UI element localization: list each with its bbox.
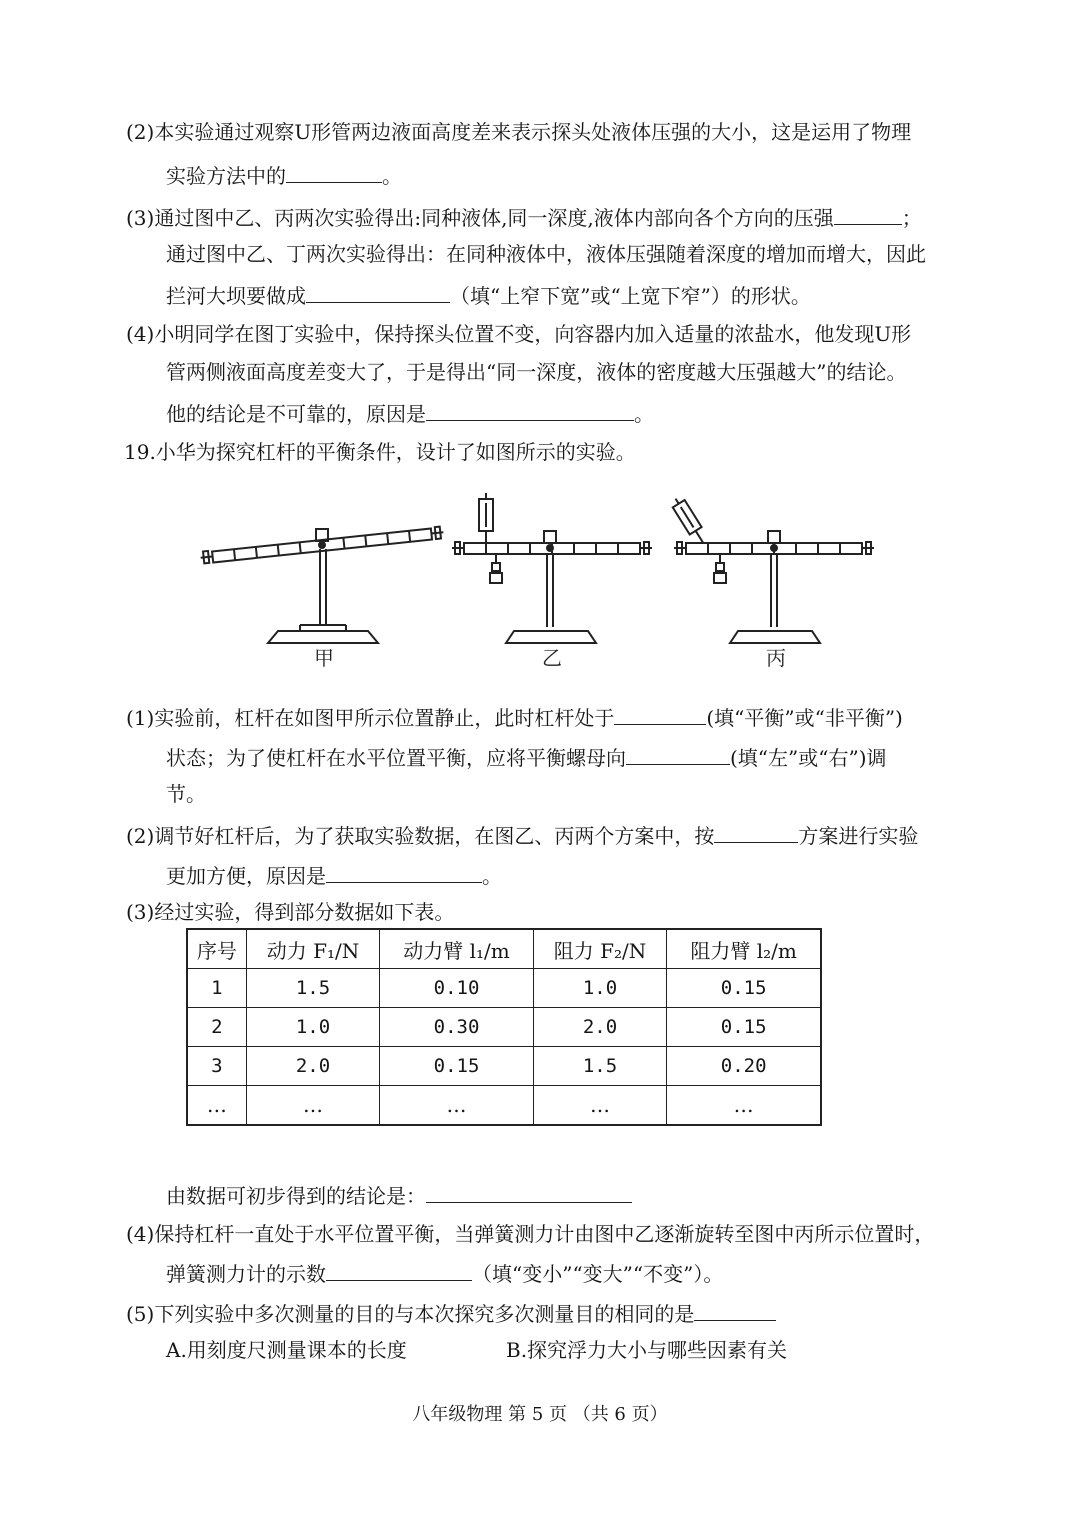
q19-part4-line2: 弹簧测力计的示数 （填“变小”“变大”“不变”）。 (166, 1258, 723, 1288)
answer-blank[interactable] (694, 1298, 776, 1321)
table-cell: 0.30 (380, 1008, 533, 1047)
table-cell: 1.0 (533, 969, 667, 1008)
answer-blank[interactable] (306, 280, 450, 303)
figure-label-yi: 乙 (542, 646, 562, 670)
q19-part5-line1: (5)下列实验中多次测量的目的与本次探究多次测量目的相同的是 (126, 1298, 776, 1328)
table-row (187, 969, 821, 1008)
table-cell: 1.5 (246, 969, 380, 1008)
table-header: 动力 F₁/N (246, 929, 380, 969)
table-cell: 2 (187, 1008, 246, 1047)
figure-jia (200, 526, 444, 643)
table-cell: … (246, 1086, 380, 1126)
table-cell: … (380, 1086, 533, 1126)
q18-part4-line2: 管两侧液面高度差变大了，于是得出“同一深度，液体的密度越大压强越大”的结论。 (166, 360, 907, 384)
option-a: A.用刻度尺测量课本的长度 (166, 1338, 407, 1362)
q18-part3-line1: (3)通过图中乙、丙两次实验得出:同种液体,同一深度,液体内部向各个方向的压强 ； (126, 202, 922, 232)
q19-stem: 19.小华为探究杠杆的平衡条件，设计了如图所示的实验。 (124, 440, 636, 464)
q19-part2-line1: (2)调节好杠杆后，为了获取实验数据，在图乙、丙两个方案中，按 方案进行实验 (126, 820, 918, 850)
q19-part1-line2: 状态；为了使杠杆在水平位置平衡，应将平衡螺母向 (填“左”或“右”)调 (166, 742, 887, 772)
q19-part3-line1: (3)经过实验，得到部分数据如下表。 (126, 900, 455, 924)
table-cell: 0.10 (380, 969, 533, 1008)
q18-part4-line3: 他的结论是不可靠的，原因是 。 (166, 398, 654, 428)
option-b: B.探究浮力大小与哪些因素有关 (506, 1338, 788, 1362)
figure-yi (452, 493, 652, 643)
table-cell: 0.15 (667, 969, 821, 1008)
table-header: 动力臂 l₁/m (380, 929, 533, 969)
q18-part4-line1: (4)小明同学在图丁实验中，保持探头位置不变，向容器内加入适量的浓盐水，他发现U形 (126, 322, 912, 346)
table-header: 阻力 F₂/N (533, 929, 667, 969)
figure-label-jia: 甲 (314, 646, 334, 670)
table-cell: 1.0 (246, 1008, 380, 1047)
answer-blank[interactable] (626, 742, 730, 765)
table-cell: 1.5 (533, 1047, 667, 1086)
table-cell: 0.15 (380, 1047, 533, 1086)
table-cell: … (667, 1086, 821, 1126)
figure-bing (670, 495, 874, 643)
q19-conclusion: 由数据可初步得到的结论是： (166, 1180, 632, 1210)
q19-part2-line2: 更加方便，原因是 。 (166, 860, 502, 890)
table-cell: 1 (187, 969, 246, 1008)
table-header-row (187, 929, 821, 969)
q18-part2-line1: (2)本实验通过观察U形管两边液面高度差来表示探头处液体压强的大小，这是运用了物理 (126, 120, 912, 144)
table-cell: 2.0 (533, 1008, 667, 1047)
answer-blank[interactable] (286, 160, 382, 183)
table-cell: 3 (187, 1047, 246, 1086)
table-header: 序号 (187, 929, 246, 969)
answer-blank[interactable] (326, 1258, 472, 1281)
data-table (186, 928, 822, 1126)
answer-blank[interactable] (326, 860, 482, 883)
table-row (187, 1008, 821, 1047)
table-cell: … (187, 1086, 246, 1126)
table-cell: 0.20 (667, 1047, 821, 1086)
table-cell: 0.15 (667, 1008, 821, 1047)
table-row (187, 1086, 821, 1126)
table-row (187, 1047, 821, 1086)
answer-blank[interactable] (614, 702, 706, 725)
table-header: 阻力臂 l₂/m (667, 929, 821, 969)
table-cell: … (533, 1086, 667, 1126)
table-cell: 2.0 (246, 1047, 380, 1086)
answer-blank[interactable] (426, 398, 634, 421)
q19-part1-line1: (1)实验前，杠杆在如图甲所示位置静止，此时杠杆处于 (填“平衡”或“非平衡”) (126, 702, 903, 732)
q18-part3-line3: 拦河大坝要做成 （填“上窄下宽”或“上宽下窄”）的形状。 (166, 280, 811, 310)
answer-blank[interactable] (834, 202, 902, 225)
answer-blank[interactable] (426, 1180, 632, 1203)
q19-part4-line1: (4)保持杠杆一直处于水平位置平衡，当弹簧测力计由图中乙逐渐旋转至图中丙所示位置时， (126, 1222, 935, 1246)
answer-blank[interactable] (714, 820, 798, 843)
q18-part2-line2: 实验方法中的 。 (166, 160, 402, 190)
page-footer: 八年级物理 第 5 页 （共 6 页） (412, 1404, 668, 1425)
q19-part1-line3: 节。 (166, 782, 206, 806)
lever-figures (190, 485, 890, 675)
figure-label-bing: 丙 (766, 646, 786, 670)
q18-part3-line2: 通过图中乙、丁两次实验得出：在同种液体中，液体压强随着深度的增加而增大，因此 (166, 242, 926, 266)
